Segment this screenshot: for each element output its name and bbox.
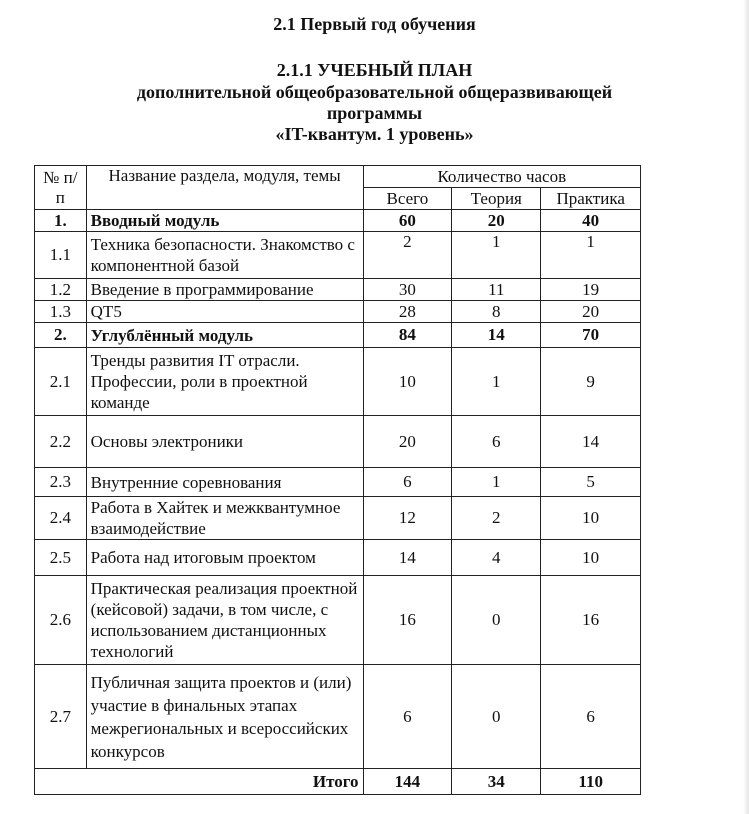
row-theory: 1 (452, 232, 541, 279)
col-header-hours: Количество часов (363, 166, 640, 188)
plan-subtitle-line: дополнительной общеобразовательной общеразвивающей (136, 82, 613, 102)
table-row (35, 468, 641, 497)
row-total: 6 (363, 468, 452, 497)
curriculum-table (34, 165, 641, 795)
row-total: 6 (363, 665, 452, 769)
row-total: 12 (363, 497, 452, 540)
plan-subtitle-line: «IT-квантум. 1 уровень» (275, 124, 474, 144)
row-practice: 19 (541, 279, 641, 301)
col-header-num: № п/п (35, 166, 87, 210)
row-practice: 70 (541, 323, 641, 348)
row-name: Практическая реализация проектной (кейсовой) задачи, в том числе, с использованием дистанционных технологий (86, 576, 363, 665)
row-name: Вводный модуль (86, 210, 363, 232)
table-row (35, 576, 641, 665)
table-row (35, 279, 641, 301)
footer-label: Итого (35, 769, 364, 795)
col-header-total: Всего (363, 188, 452, 210)
row-name: Углублённый модуль (86, 323, 363, 348)
row-total: 2 (363, 232, 452, 279)
footer-total: 144 (363, 769, 452, 795)
row-practice: 5 (541, 468, 641, 497)
row-total: 14 (363, 540, 452, 576)
row-theory: 1 (452, 468, 541, 497)
row-name: Тренды развития IT отрасли. Профессии, роли в проектной команде (86, 348, 363, 416)
row-name: Публичная защита проектов и (или) участие в финальных этапах межрегиональных и всероссийских конкурсов (86, 665, 363, 769)
row-theory: 6 (452, 416, 541, 468)
footer-theory: 34 (452, 769, 541, 795)
row-num: 2.1 (35, 348, 87, 416)
row-num: 2.4 (35, 497, 87, 540)
table-footer-row (35, 769, 641, 795)
row-total: 30 (363, 279, 452, 301)
row-practice: 20 (541, 301, 641, 323)
row-num: 1.2 (35, 279, 87, 301)
row-num: 2.6 (35, 576, 87, 665)
row-name: Работа над итоговым проектом (86, 540, 363, 576)
row-theory: 20 (452, 210, 541, 232)
plan-subtitle-line: программы (326, 103, 423, 123)
row-theory: 11 (452, 279, 541, 301)
row-total: 60 (363, 210, 452, 232)
row-theory: 1 (452, 348, 541, 416)
row-total: 20 (363, 416, 452, 468)
col-header-theory: Теория (452, 188, 541, 210)
row-total: 28 (363, 301, 452, 323)
row-num: 2.2 (35, 416, 87, 468)
row-theory: 14 (452, 323, 541, 348)
table-row (35, 497, 641, 540)
row-practice: 1 (541, 232, 641, 279)
row-name: Основы электроники (86, 416, 363, 468)
row-num: 1.1 (35, 232, 87, 279)
row-name: QT5 (86, 301, 363, 323)
row-practice: 6 (541, 665, 641, 769)
table-row (35, 323, 641, 348)
row-name: Внутренние соревнования (86, 468, 363, 497)
row-total: 84 (363, 323, 452, 348)
table-row (35, 540, 641, 576)
row-practice: 16 (541, 576, 641, 665)
table-row (35, 232, 641, 279)
row-name: Введение в программирование (86, 279, 363, 301)
row-num: 2.5 (35, 540, 87, 576)
row-num: 1. (35, 210, 87, 232)
plan-title: 2.1.1 УЧЕБНЫЙ ПЛАН (276, 60, 473, 80)
row-total: 10 (363, 348, 452, 416)
row-num: 2.3 (35, 468, 87, 497)
row-theory: 8 (452, 301, 541, 323)
footer-practice: 110 (541, 769, 641, 795)
row-practice: 40 (541, 210, 641, 232)
row-name: Техника безопасности. Знакомство с компонентной базой (86, 232, 363, 279)
row-theory: 0 (452, 665, 541, 769)
row-theory: 4 (452, 540, 541, 576)
row-practice: 9 (541, 348, 641, 416)
row-practice: 14 (541, 416, 641, 468)
table-row (35, 301, 641, 323)
row-name: Работа в Хайтек и межквантумное взаимодействие (86, 497, 363, 540)
table-row (35, 416, 641, 468)
row-num: 2. (35, 323, 87, 348)
table-row (35, 665, 641, 769)
col-header-practice: Практика (541, 188, 641, 210)
row-practice: 10 (541, 540, 641, 576)
row-num: 1.3 (35, 301, 87, 323)
table-row (35, 348, 641, 416)
row-theory: 0 (452, 576, 541, 665)
row-theory: 2 (452, 497, 541, 540)
section-title: 2.1 Первый год обучения (273, 14, 476, 34)
row-num: 2.7 (35, 665, 87, 769)
row-total: 16 (363, 576, 452, 665)
plan-subtitle (0, 82, 749, 145)
col-header-name: Название раздела, модуля, темы (86, 166, 363, 210)
table-row (35, 210, 641, 232)
row-practice: 10 (541, 497, 641, 540)
